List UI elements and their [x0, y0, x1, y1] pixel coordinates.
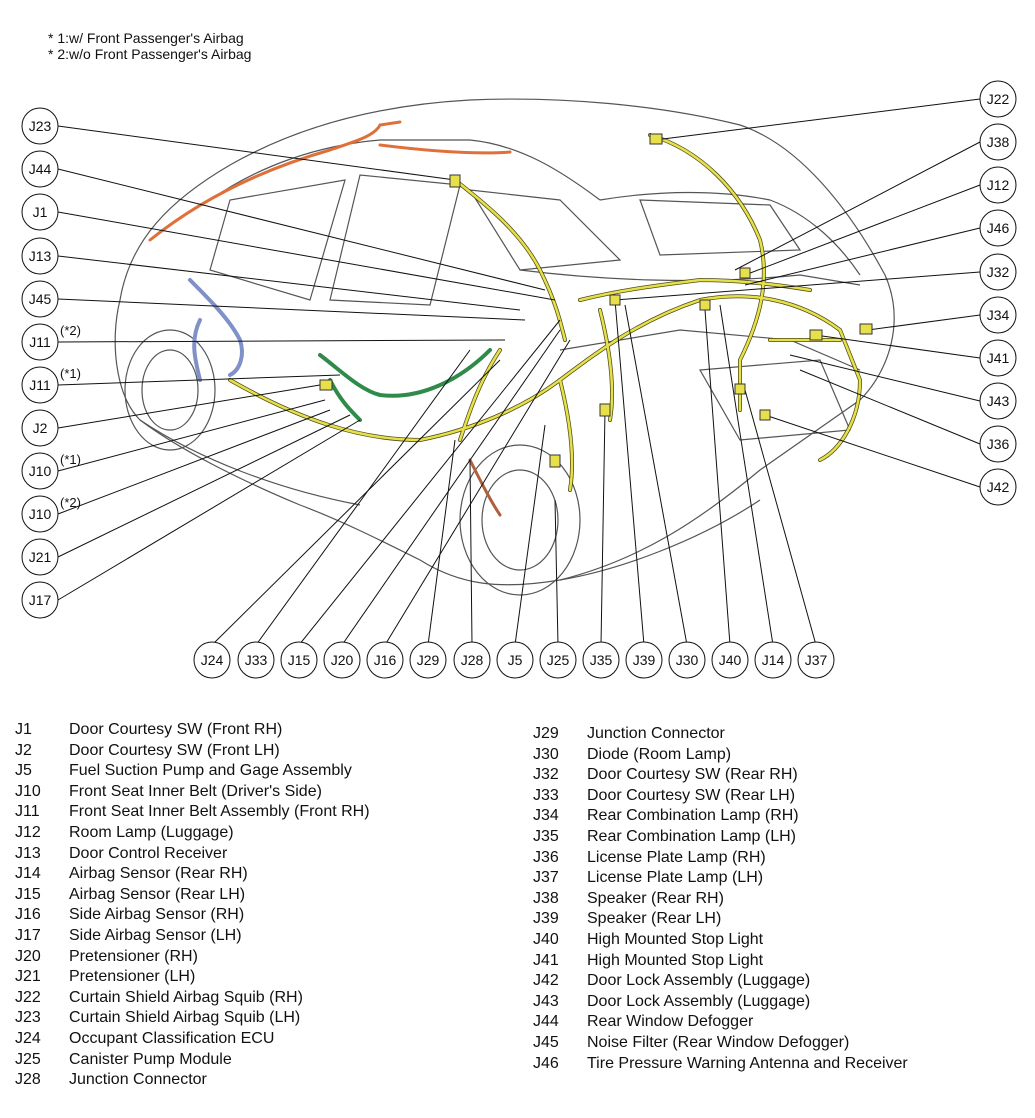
legend-row: [533, 745, 908, 766]
legend-desc: Curtain Shield Airbag Squib (RH): [69, 988, 303, 1006]
legend-desc: Front Seat Inner Belt Assembly (Front RH): [69, 803, 370, 821]
callout-j33: [238, 642, 274, 678]
svg-text:J5: J5: [507, 652, 523, 668]
legend-desc: Door Lock Assembly (Luggage): [587, 992, 811, 1010]
legend-desc: Side Airbag Sensor (RH): [69, 906, 245, 924]
legend-row: [533, 971, 908, 992]
callout-j10-1: [22, 452, 81, 489]
legend-desc: Fuel Suction Pump and Gage Assembly: [69, 762, 352, 780]
legend-row: [15, 885, 370, 906]
svg-text:J10: J10: [28, 506, 52, 522]
legend-code: J46: [533, 1054, 559, 1072]
legend-desc: Airbag Sensor (Rear RH): [69, 865, 248, 883]
svg-text:J44: J44: [28, 161, 52, 177]
legend-desc: Front Seat Inner Belt (Driver's Side): [69, 782, 322, 800]
legend-code: J13: [15, 844, 41, 862]
harness-main-yellow-fill: [230, 135, 860, 490]
legend-desc: Door Control Receiver: [69, 844, 228, 862]
svg-text:J11: J11: [29, 334, 51, 350]
legend-desc: Airbag Sensor (Rear LH): [69, 885, 246, 903]
harness-green: [320, 350, 490, 420]
legend-desc: Door Lock Assembly (Luggage): [587, 972, 811, 990]
legend-row: [533, 848, 908, 869]
callout-j29: [410, 642, 446, 678]
svg-text:J22: J22: [986, 91, 1010, 107]
legend-code: J40: [533, 930, 559, 948]
callout-j10-2: [22, 495, 81, 532]
callout-j15: [281, 642, 317, 678]
legend-right: [533, 724, 908, 1074]
legend-row: [533, 909, 908, 930]
legend-desc: Pretensioner (LH): [69, 968, 196, 986]
legend-row: [533, 1033, 908, 1054]
legend-code: J2: [15, 741, 32, 759]
legend-code: J24: [15, 1029, 41, 1047]
svg-text:J35: J35: [589, 652, 613, 668]
legend-desc: Rear Window Defogger: [587, 1013, 754, 1031]
legend-desc: Door Courtesy SW (Front RH): [69, 721, 283, 738]
callout-j14: [755, 642, 791, 678]
legend-code: J17: [15, 926, 41, 944]
legend-left: [15, 720, 370, 1091]
legend-desc: Canister Pump Module: [69, 1050, 232, 1068]
legend-desc: Tire Pressure Warning Antenna and Receiver: [587, 1054, 908, 1072]
svg-text:J42: J42: [986, 479, 1010, 495]
callout-j23: [22, 108, 58, 144]
callout-j32: [980, 254, 1016, 290]
connector-markers: [320, 134, 872, 467]
legend-code: J39: [533, 910, 559, 928]
legend-code: J44: [533, 1013, 559, 1031]
legend-row: [15, 967, 370, 988]
legend-row: [15, 761, 370, 782]
legend-row: [533, 951, 908, 972]
callout-j42: [980, 469, 1016, 505]
svg-text:J12: J12: [986, 177, 1010, 193]
legend-code: J34: [533, 807, 559, 825]
legend-row: [15, 782, 370, 803]
legend-row: [15, 905, 370, 926]
callout-j16: [367, 642, 403, 678]
svg-text:J16: J16: [373, 652, 397, 668]
legend-row: [15, 988, 370, 1009]
legend-desc: Pretensioner (RH): [69, 947, 198, 965]
legend-code: J29: [533, 725, 559, 742]
svg-text:J46: J46: [986, 220, 1010, 236]
legend-code: J45: [533, 1033, 559, 1051]
svg-text:(*2): (*2): [60, 495, 81, 510]
legend-desc: Door Courtesy SW (Rear LH): [587, 786, 796, 804]
callout-j37: [798, 642, 834, 678]
harness-brown: [470, 460, 500, 515]
legend-code: J16: [15, 906, 41, 924]
legend-desc: High Mounted Stop Light: [587, 930, 764, 948]
callout-j45: [22, 281, 58, 317]
svg-text:J20: J20: [330, 652, 354, 668]
legend-desc: Diode (Room Lamp): [587, 745, 732, 763]
legend-code: J5: [15, 762, 32, 780]
legend-desc: Room Lamp (Luggage): [69, 823, 234, 841]
callout-j20: [324, 642, 360, 678]
legend-code: J42: [533, 972, 559, 990]
legend-desc: Speaker (Rear RH): [587, 889, 724, 907]
legend-code: J14: [15, 865, 41, 883]
callout-j28: [454, 642, 490, 678]
svg-text:J28: J28: [460, 652, 484, 668]
svg-text:J14: J14: [761, 652, 785, 668]
svg-text:J11: J11: [29, 377, 51, 393]
harness-blue: [190, 280, 242, 380]
svg-text:J34: J34: [986, 307, 1010, 323]
legend-desc: Side Airbag Sensor (LH): [69, 926, 242, 944]
svg-text:J25: J25: [546, 652, 570, 668]
legend-code: J11: [15, 803, 40, 821]
svg-text:J45: J45: [28, 291, 52, 307]
svg-text:J10: J10: [28, 463, 52, 479]
legend-code: J25: [15, 1050, 41, 1068]
svg-text:(*1): (*1): [60, 366, 81, 381]
svg-text:J33: J33: [244, 652, 268, 668]
legend-row: [533, 868, 908, 889]
svg-text:J40: J40: [718, 652, 742, 668]
svg-text:J38: J38: [986, 134, 1010, 150]
legend-desc: Junction Connector: [69, 1071, 207, 1089]
legend-code: J1: [15, 721, 32, 738]
callout-j21: [22, 539, 58, 575]
svg-text:J13: J13: [28, 248, 52, 264]
svg-text:J36: J36: [986, 436, 1010, 452]
svg-text:J29: J29: [416, 652, 440, 668]
footnote-2: * 2:w/o Front Passenger's Airbag: [48, 46, 252, 62]
legend-code: J37: [533, 869, 559, 887]
legend-desc: License Plate Lamp (LH): [587, 869, 764, 887]
legend-code: J23: [15, 1009, 41, 1027]
callout-j13: [22, 238, 58, 274]
legend-desc: License Plate Lamp (RH): [587, 848, 766, 866]
legend-row: [533, 765, 908, 786]
svg-text:J43: J43: [986, 393, 1010, 409]
callout-j35: [583, 642, 619, 678]
legend-row: [533, 1012, 908, 1033]
legend-code: J38: [533, 889, 559, 907]
callout-j38: [980, 124, 1016, 160]
callout-j39: [626, 642, 662, 678]
callout-j30: [669, 642, 705, 678]
svg-text:J2: J2: [32, 420, 48, 436]
legend-row: [15, 802, 370, 823]
svg-text:J24: J24: [200, 652, 224, 668]
callout-j34: [980, 297, 1016, 333]
car-body-outline: [115, 99, 894, 595]
legend-desc: Speaker (Rear LH): [587, 910, 722, 928]
legend-code: J43: [533, 992, 559, 1010]
legend-desc: Junction Connector: [587, 725, 725, 742]
callout-j2: [22, 410, 58, 446]
svg-text:J21: J21: [28, 549, 52, 565]
legend-row: [15, 1070, 370, 1091]
legend-code: J36: [533, 848, 559, 866]
legend-desc: Occupant Classification ECU: [69, 1029, 275, 1047]
legend-row: [15, 1050, 370, 1071]
legend-row: [15, 823, 370, 844]
svg-text:J39: J39: [632, 652, 656, 668]
legend-row: [15, 741, 370, 762]
callout-j43: [980, 383, 1016, 419]
legend-code: J20: [15, 947, 41, 965]
legend-row: [533, 1054, 908, 1075]
harness-main-yellow: [230, 135, 860, 490]
callout-j1: [22, 194, 58, 230]
legend-code: J15: [15, 885, 41, 903]
callout-j17: [22, 582, 58, 618]
legend-row: [15, 947, 370, 968]
callout-j40: [712, 642, 748, 678]
legend-row: [15, 844, 370, 865]
legend-row: [533, 786, 908, 807]
legend-code: J32: [533, 766, 559, 784]
legend-row: [533, 889, 908, 910]
legend-code: J22: [15, 988, 41, 1006]
legend-row: [15, 1029, 370, 1050]
svg-text:J41: J41: [986, 350, 1010, 366]
svg-text:J17: J17: [28, 592, 52, 608]
legend-row: [15, 864, 370, 885]
legend-desc: Rear Combination Lamp (LH): [587, 827, 796, 845]
legend-code: J28: [15, 1071, 41, 1089]
legend-code: J21: [15, 968, 41, 986]
legend-row: [15, 926, 370, 947]
legend-row: [15, 720, 370, 741]
legend-desc: Noise Filter (Rear Window Defogger): [587, 1033, 850, 1051]
svg-text:(*2): (*2): [60, 323, 81, 338]
legend-row: [15, 1008, 370, 1029]
svg-text:J30: J30: [675, 652, 699, 668]
callout-j22: [980, 81, 1016, 117]
legend-desc: Door Courtesy SW (Front LH): [69, 741, 280, 759]
callout-j24: [194, 642, 230, 678]
legend-code: J12: [15, 823, 41, 841]
legend-row: [533, 827, 908, 848]
legend-row: [533, 930, 908, 951]
svg-text:(*1): (*1): [60, 452, 81, 467]
svg-text:J32: J32: [986, 264, 1010, 280]
legend-row: [533, 992, 908, 1013]
legend-row: [533, 724, 908, 745]
legend-desc: Curtain Shield Airbag Squib (LH): [69, 1009, 301, 1027]
svg-text:J23: J23: [28, 118, 52, 134]
legend-code: J41: [533, 951, 559, 969]
svg-text:J37: J37: [804, 652, 828, 668]
callout-j36: [980, 426, 1016, 462]
legend-code: J10: [15, 782, 41, 800]
svg-text:J15: J15: [287, 652, 311, 668]
legend-desc: Door Courtesy SW (Rear RH): [587, 766, 798, 784]
callout-j46: [980, 210, 1016, 246]
callout-j41: [980, 340, 1016, 376]
legend-desc: High Mounted Stop Light: [587, 951, 764, 969]
callout-j5: [497, 642, 533, 678]
legend-row: [533, 806, 908, 827]
callout-j25: [540, 642, 576, 678]
footnote-1: * 1:w/ Front Passenger's Airbag: [48, 30, 244, 46]
legend-code: J33: [533, 786, 559, 804]
legend-code: J30: [533, 745, 559, 763]
svg-text:J1: J1: [32, 204, 48, 220]
callout-j12: [980, 167, 1016, 203]
legend-desc: Rear Combination Lamp (RH): [587, 807, 799, 825]
callout-j44: [22, 151, 58, 187]
legend-code: J35: [533, 827, 559, 845]
